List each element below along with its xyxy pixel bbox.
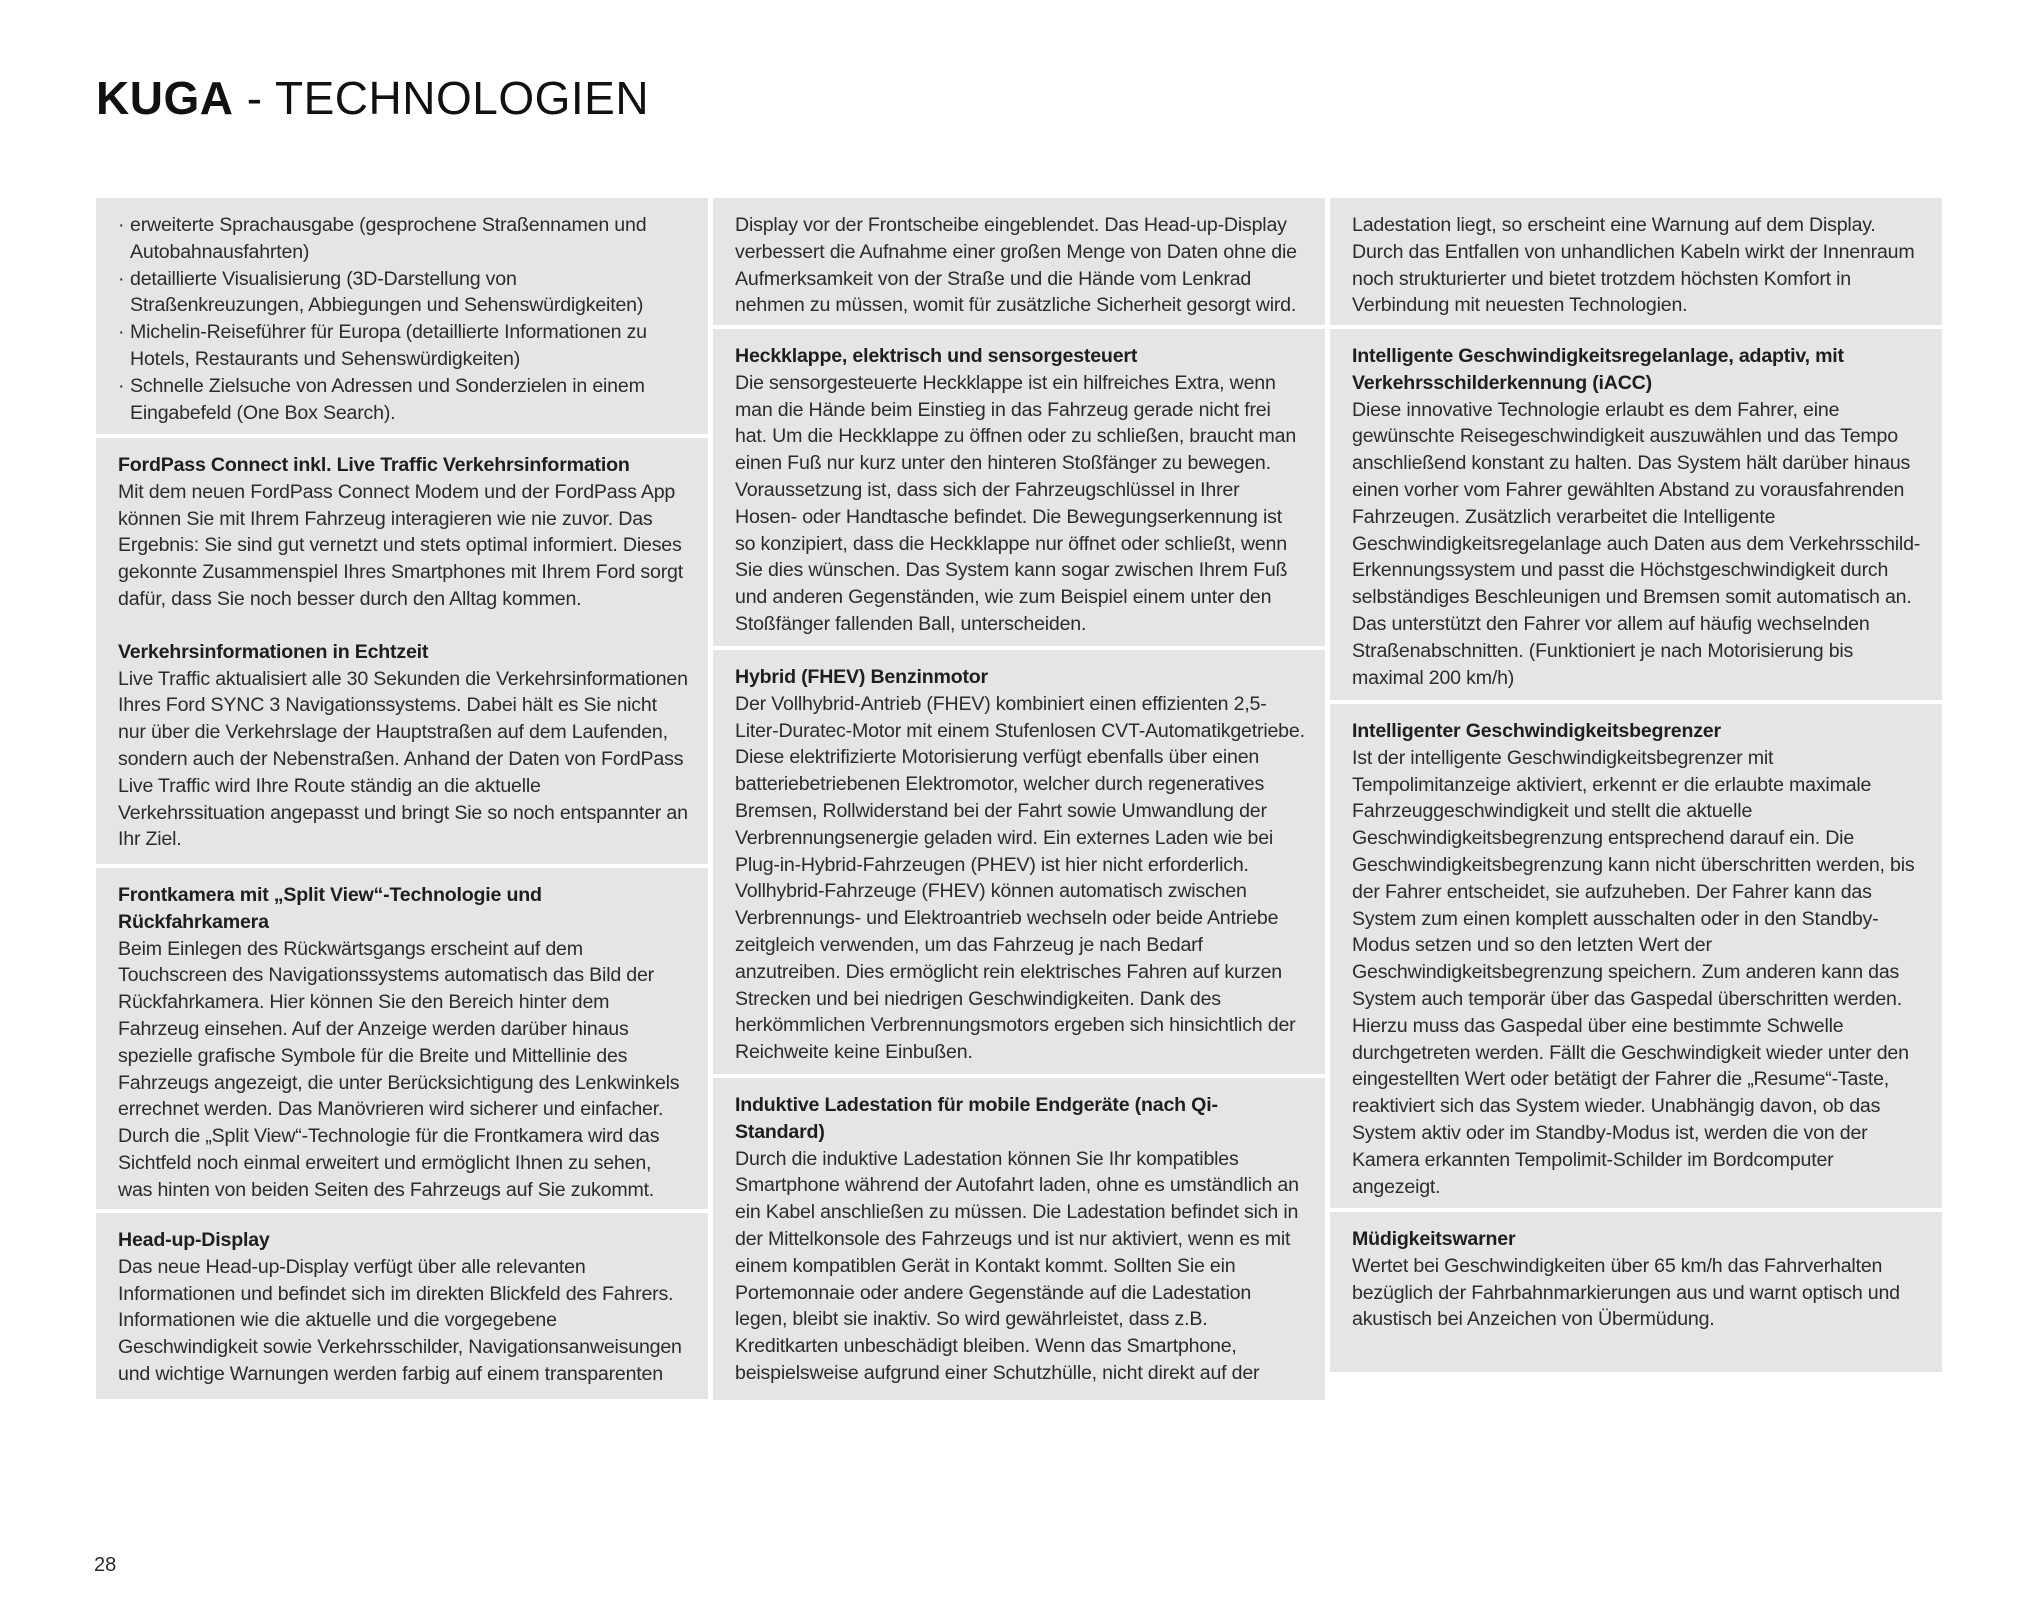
induktive-ladestation-text: Durch die induktive Ladestation können Sie Ihr kompatibles Smartphone während der Autofahrt laden, ohne es umständlich an ein Kabel anschließen zu müssen. Die Ladestation befindet sich in der Mittelkonsole des Fahrzeugs und ist nur aktiviert, wenn es mit einem kompatiblen Gerät in Kontakt kommt. Sollten Sie ein Portemonnaie oder andere Gegenstände auf die Ladestation legen, bleibt sie inaktiv. So wird gewährleistet, dass z.B. Kreditkarten unbeschädigt bleiben. Wenn das Smartphone, beispielsweise aufgrund einer Schutzhülle, nicht direkt auf der xyxy=(735,1147,1299,1384)
bullet-item: · detaillierte Visualisierung (3D-Darstellung von Straßenkreuzungen, Abbiegungen und Sehenswürdigkeiten) xyxy=(118,266,688,320)
head-up-display-continued-text: Display vor der Frontscheibe eingeblendet. Das Head-up-Display verbessert die Aufnahme einer großen Menge von Daten ohne die Aufmerksamkeit von der Straße und die Hände vom Lenkrad nehmen zu müssen, womit für zusätzliche Sicherheit gesorgt wird. xyxy=(735,214,1297,317)
fordpass-block xyxy=(96,438,708,864)
geschwindigkeitsbegrenzer-block xyxy=(1330,704,1942,1208)
induktive-ladestation-continued-block xyxy=(1330,198,1942,325)
column-1 xyxy=(96,198,708,1403)
frontkamera-heading: Frontkamera mit „Split View“-Technologie und Rückfahrkamera xyxy=(118,884,542,933)
column-2 xyxy=(713,198,1325,1404)
live-traffic-heading: Verkehrsinformationen in Echtzeit xyxy=(118,640,429,663)
geschwindigkeitsbegrenzer-text: Ist der intelligente Geschwindigkeitsbegrenzer mit Tempolimitanzeige aktiviert, erkennt er die erlaubte maximale Fahrzeuggeschwindigkeit und stellt die aktuelle Geschwindigkeitsbegrenzung entsprechend darauf ein. Die Geschwindigkeitsbegrenzung kann nicht überschritten werden, bis der Fahrer entscheidet, sie aufzuheben. Der Fahrer kann das System zum einen komplett ausschalten oder in den Standby-Modus setzen und so den letzten Wert der Geschwindigkeitsbegrenzung speichern. Zum anderen kann das System auch temporär über das Gaspedal überschritten werden. Hierzu muss das Gaspedal über eine bestimmte Schwelle durchgetreten werden. Fällt die Geschwindigkeit wieder unter den eingestellten Wert oder betätigt der Fahrer die „Resume“-Taste, reaktiviert sich das System wieder. Unabhängig davon, ob das System aktiv oder im Standby-Modus ist, werden die von der Kamera erkannten Tempolimit-Schilder im Bordcomputer angezeigt. xyxy=(1352,746,1915,1198)
hybrid-block xyxy=(713,650,1325,1074)
hybrid-heading: Hybrid (FHEV) Benzinmotor xyxy=(735,666,988,688)
frontkamera-text: Beim Einlegen des Rückwärtsgangs erscheint auf dem Touchscreen des Navigationssystems automatisch das Bild der Rückfahrkamera. Hier können Sie den Bereich hinter dem Fahrzeug einsehen. Auf der Anzeige werden darüber hinaus spezielle grafische Symbole für die Breite und Mittellinie des Fahrzeugs angezeigt, die unter Berücksichtigung des Lenkwinkels errechnet werden. Das Manövrieren wird sicherer und einfacher. Durch die „Split View“-Technologie für die Frontkamera wird das Sichtfeld noch einmal erweitert und ermöglicht Ihnen zu sehen, was hinten von beiden Seiten des Fahrzeugs auf Sie zukommt. xyxy=(118,937,680,1201)
head-up-display-block xyxy=(96,1213,708,1399)
page-number: 28 xyxy=(94,1554,117,1576)
head-up-display-text: Das neue Head-up-Display verfügt über alle relevanten Informationen und befindet sich im direkten Blickfeld des Fahrers. Informationen wie die aktuelle und die vorgegebene Geschwindigkeit sowie Verkehrsschilder, Navigationsanweisungen und wichtige Warnungen werden farbig auf einem transparenten xyxy=(118,1255,682,1385)
head-up-display-continued-block xyxy=(713,198,1325,325)
hybrid-text: Der Vollhybrid-Antrieb (FHEV) kombiniert einen effizienten 2,5-Liter-Duratec-Motor mit einem Stufenlosen CVT-Automatikgetriebe. Diese elektrifizierte Motorisierung verfügt ebenfalls über einen batteriebetriebenen Elektromotor, welcher durch regeneratives Bremsen, Rollwiderstand bei der Fahrt sowie Umwandlung der Verbrennungsenergie geladen wird. Ein externes Laden wie bei Plug-in-Hybrid-Fahrzeugen (PHEV) ist hier nicht erforderlich. Vollhybrid-Fahrzeuge (FHEV) können automatisch zwischen Verbrennungs- und Elektroantrieb wechseln oder beide Antriebe zeitgleich verwenden, um das Fahrzeug je nach Bedarf anzutreiben. Dies ermöglicht rein elektrisches Fahren auf kurzen Strecken und bei niedrigen Geschwindigkeiten. Dank des herkömmlichen Verbrennungsmotors ergeben sich hinsichtlich der Reichweite keine Einbußen. xyxy=(735,692,1305,1064)
heckklappe-text: Die sensorgesteuerte Heckklappe ist ein hilfreiches Extra, wenn man die Hände beim Einstieg in das Fahrzeug gerade nicht frei hat. Um die Heckklappe zu öffnen oder zu schließen, braucht man einen Fuß nur kurz unter den hinteren Stoßfänger zu bewegen. Voraussetzung ist, dass sich der Fahrzeugschlüssel in Ihrer Hosen- oder Handtasche befindet. Die Bewegungserkennung ist so konzipiert, dass die Heckklappe nur öffnet oder schließt, wenn Sie dies wünschen. Das System kann sogar zwischen Ihrem Fuß und anderen Gegenständen, wie zum Beispiel einem unter den Stoßfänger fallenden Ball, unterscheiden. xyxy=(735,371,1297,635)
muedigkeitswarner-text: Wertet bei Geschwindigkeiten über 65 km/h das Fahrverhalten bezüglich der Fahrbahnmarkierungen aus und warnt optisch und akustisch bei Anzeichen von Übermüdung. xyxy=(1352,1254,1900,1331)
model-name: KUGA xyxy=(96,72,234,124)
navigation-features-block xyxy=(96,198,708,434)
muedigkeitswarner-heading: Müdigkeitswarner xyxy=(1352,1228,1516,1250)
fordpass-heading: FordPass Connect inkl. Live Traffic Verkehrsinformation xyxy=(118,454,630,476)
iacc-text: Diese innovative Technologie erlaubt es dem Fahrer, eine gewünschte Reisegeschwindigkeit auszuwählen und das Tempo anschließend konstant zu halten. Das System hält darüber hinaus einen vorher vom Fahrer gewählten Abstand zu vorausfahrenden Fahrzeugen. Zusätzlich verarbeitet die Intelligente Geschwindigkeitsregelanlage auch Daten aus dem Verkehrsschild-Erkennungssystem und passt die Höchstgeschwindigkeit durch selbständiges Beschleunigen und Bremsen somit automatisch an. Das unterstützt den Fahrer vor allem auf häufig wechselnden Straßenabschnitten. (Funktioniert je nach Motorisierung bis maximal 200 km/h) xyxy=(1352,398,1921,689)
title-separator: - xyxy=(233,72,276,124)
feature-bullet-list xyxy=(118,212,688,426)
bullet-item: · Schnelle Zielsuche von Adressen und Sonderzielen in einem Eingabefeld (One Box Search). xyxy=(118,373,688,427)
bullet-item: · Michelin-Reiseführer für Europa (detaillierte Informationen zu Hotels, Restaurants und Sehenswürdigkeiten) xyxy=(118,319,688,373)
induktive-ladestation-block xyxy=(713,1078,1325,1400)
heckklappe-block xyxy=(713,329,1325,646)
fordpass-text: Mit dem neuen FordPass Connect Modem und der FordPass App können Sie mit Ihrem Fahrzeug interagieren wie nie zuvor. Das Ergebnis: Sie sind gut vernetzt und stets optimal informiert. Dieses gekonnte Zusammenspiel Ihres Smartphones mit Ihrem Ford sorgt dafür, dass Sie noch besser durch den Alltag kommen. xyxy=(118,480,683,610)
induktive-ladestation-heading: Induktive Ladestation für mobile Endgeräte (nach Qi-Standard) xyxy=(735,1094,1218,1143)
title-subtitle: TECHNOLOGIEN xyxy=(275,72,650,124)
induktive-ladestation-continued-text: Ladestation liegt, so erscheint eine Warnung auf dem Display. Durch das Entfallen von unhandlichen Kabeln wirkt der Innenraum noch strukturierter und bietet trotzdem höchsten Komfort in Verbindung mit neuesten Technologien. xyxy=(1352,214,1915,317)
column-3 xyxy=(1330,198,1942,1376)
page-title xyxy=(96,70,649,126)
head-up-display-heading: Head-up-Display xyxy=(118,1229,270,1251)
muedigkeitswarner-block xyxy=(1330,1212,1942,1372)
heckklappe-heading: Heckklappe, elektrisch und sensorgesteuert xyxy=(735,345,1138,367)
live-traffic-text: Live Traffic aktualisiert alle 30 Sekunden die Verkehrsinformationen Ihres Ford SYNC 3 Navigationssystems. Dabei hält es Sie nicht nur über die Verkehrslage der Hauptstraßen auf dem Laufenden, sondern auch der Nebenstraßen. Anhand der Daten von FordPass Live Traffic wird Ihre Route ständig an die aktuelle Verkehrssituation angepasst und bringt Sie so noch entspannter an Ihr Ziel. xyxy=(118,667,688,851)
frontkamera-block xyxy=(96,868,708,1209)
geschwindigkeitsbegrenzer-heading: Intelligenter Geschwindigkeitsbegrenzer xyxy=(1352,720,1721,742)
iacc-block xyxy=(1330,329,1942,700)
iacc-heading: Intelligente Geschwindigkeitsregelanlage, adaptiv, mit Verkehrsschilderkennung (iACC) xyxy=(1352,345,1844,394)
bullet-item: · erweiterte Sprachausgabe (gesprochene Straßennamen und Autobahnausfahrten) xyxy=(118,212,688,266)
